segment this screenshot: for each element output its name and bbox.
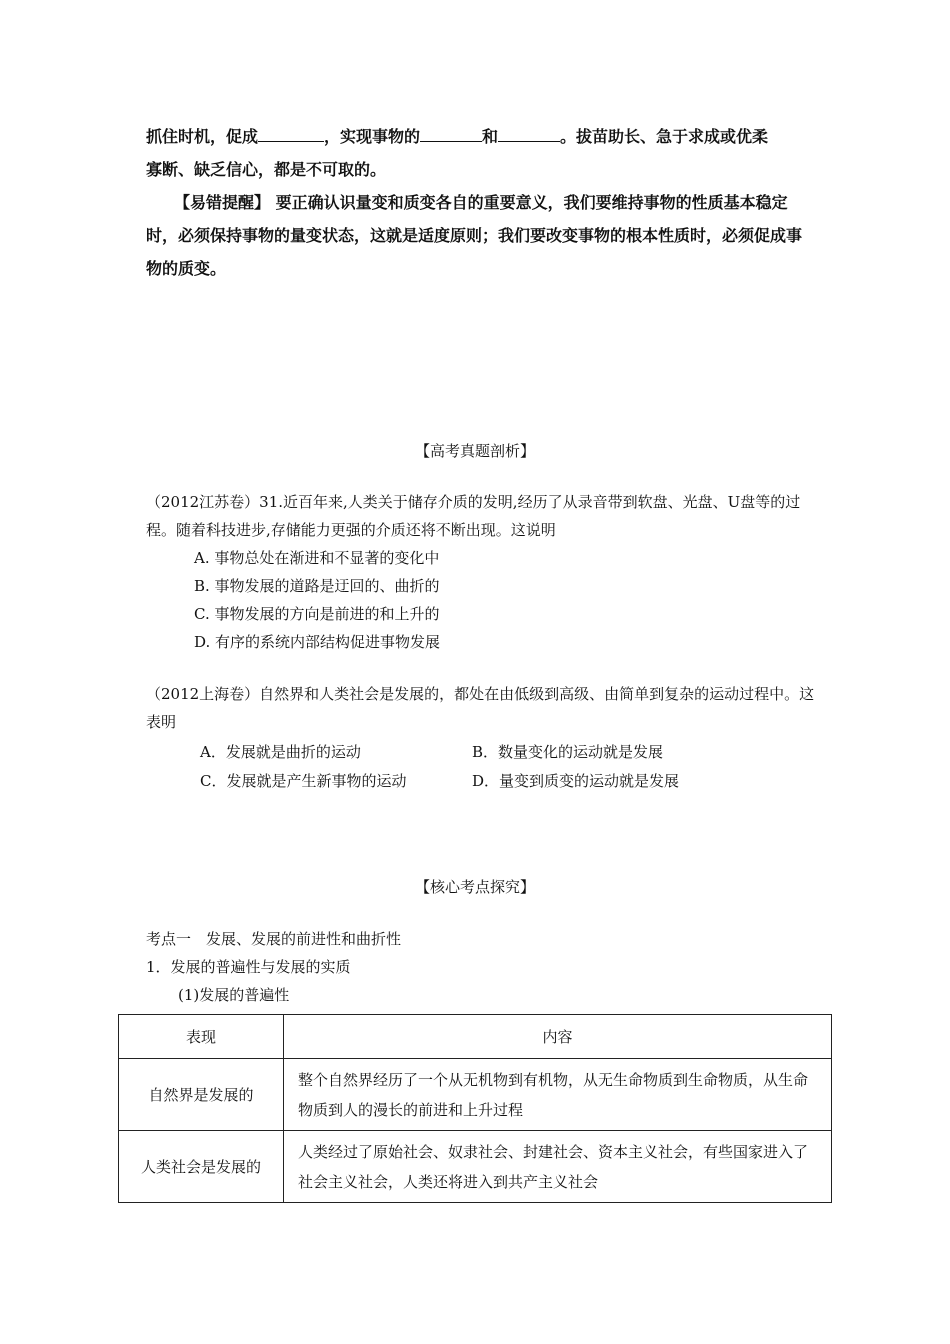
reminder-tag: 【易错提醒】 — [174, 193, 271, 212]
reminder-text: 要正确认识量变和质变各自的重要意义，我们要维持事物的性质基本稳定时，必须保持事物的量变状态，这就是适度原则；我们要改变事物的根本性质时，必须促成事物的质变。 — [146, 193, 803, 278]
development-table — [118, 1014, 832, 1203]
q2-option-b: B．数量变化的运动就是发展 — [472, 743, 664, 761]
row-label: 自然界是发展的 — [119, 1059, 284, 1131]
q1-option-c: C. 事物发展的方向是前进的和上升的 — [194, 605, 440, 623]
q1-option-a: A. 事物总处在渐进和不显著的变化中 — [194, 549, 440, 567]
subheading-2: (1)发展的普遍性 — [178, 986, 290, 1004]
section-heading-exam: 【高考真题剖析】 — [414, 442, 535, 460]
blank-3 — [498, 127, 560, 142]
error-reminder — [146, 186, 816, 285]
q1-option-b: B. 事物发展的道路是迂回的、曲折的 — [194, 577, 440, 595]
subheading-1: 1．发展的普遍性与发展的实质 — [146, 958, 351, 976]
question-2-stem: （2012上海卷）自然界和人类社会是发展的，都处在由低级到高级、由简单到复杂的运动过程中。这表明 — [146, 685, 815, 731]
row-content: 人类经过了原始社会、奴隶社会、封建社会、资本主义社会，有些国家进入了社会主义社会，人类还将进入到共产主义社会 — [284, 1131, 832, 1203]
intro-line-1: 抓住时机，促成 ，实现事物的 和 。拔苗助长、急于求成或优柔 — [146, 127, 769, 146]
q2-option-c: C．发展就是产生新事物的运动 — [200, 772, 407, 790]
point-title: 考点一 发展、发展的前进性和曲折性 — [146, 930, 402, 948]
row-label: 人类社会是发展的 — [119, 1131, 284, 1203]
blank-1 — [258, 127, 324, 142]
table-row — [119, 1131, 832, 1203]
table-header-row — [119, 1015, 832, 1059]
q2-option-a: A．发展就是曲折的运动 — [200, 743, 361, 761]
header-cell-1: 表现 — [119, 1015, 284, 1059]
header-cell-2: 内容 — [284, 1015, 832, 1059]
q1-option-d: D. 有序的系统内部结构促进事物发展 — [194, 633, 441, 651]
blank-2 — [420, 127, 482, 142]
table-row — [119, 1059, 832, 1131]
row-content: 整个自然界经历了一个从无机物到有机物，从无生命物质到生命物质，从生命物质到人的漫长的前进和上升过程 — [284, 1059, 832, 1131]
question-1-stem: （2012江苏卷）31.近百年来,人类关于储存介质的发明,经历了从录音带到软盘、光盘、U盘等的过程。随着科技进步,存储能力更强的介质还将不断出现。这说明 — [146, 493, 801, 539]
intro-line-2: 寡断、缺乏信心，都是不可取的。 — [146, 160, 387, 179]
intro-block — [146, 120, 816, 285]
section-heading-core: 【核心考点探究】 — [414, 878, 535, 896]
q2-option-d: D．量变到质变的运动就是发展 — [472, 772, 680, 790]
